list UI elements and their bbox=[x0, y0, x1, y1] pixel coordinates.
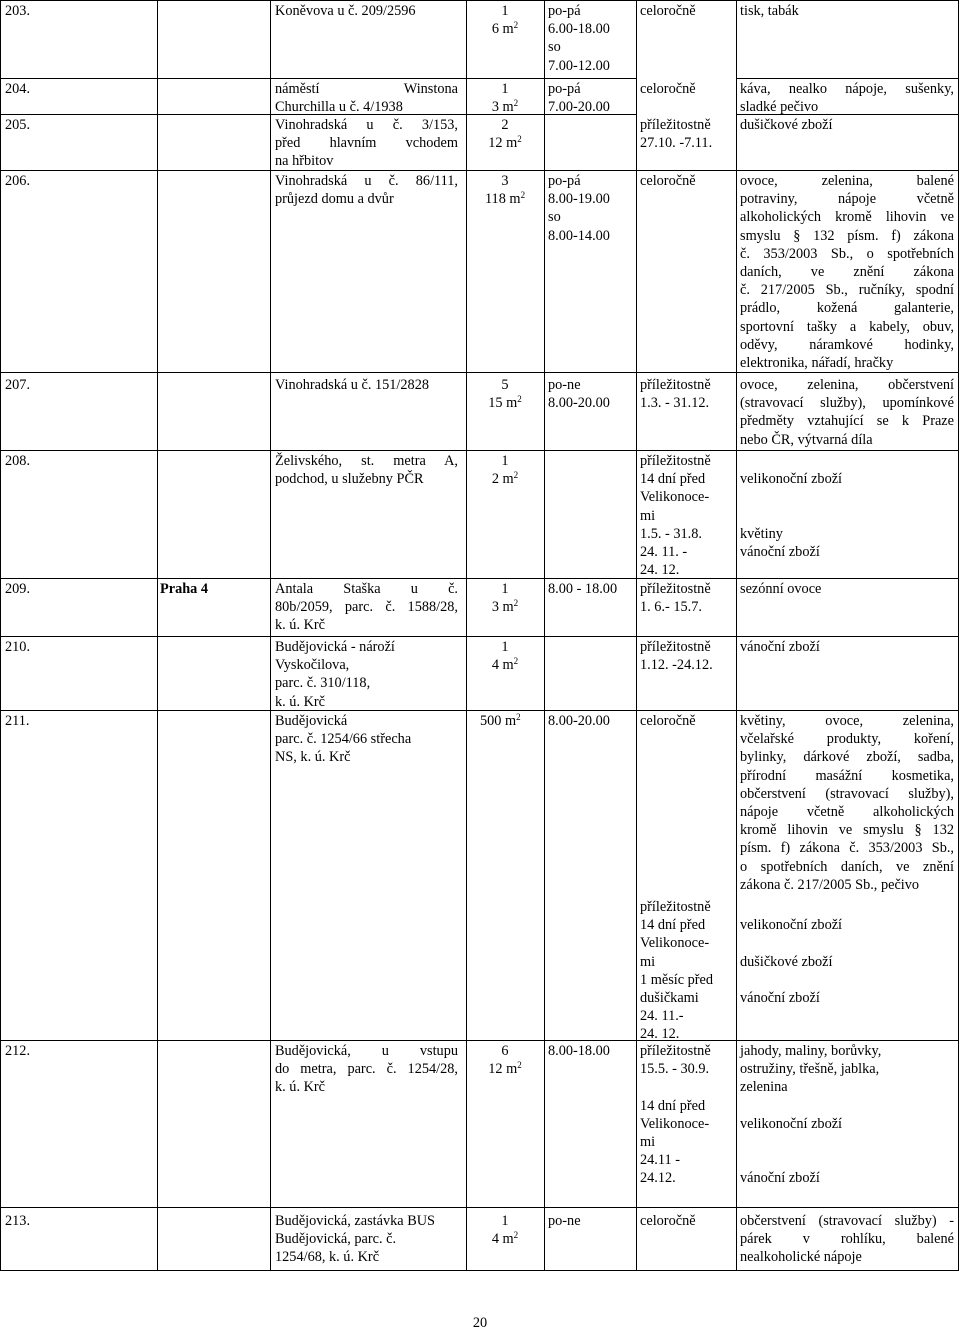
season-line: celoročně bbox=[640, 713, 696, 729]
place-line: NS, k. ú. Krč bbox=[275, 749, 351, 766]
cell-place bbox=[275, 80, 458, 116]
stand-count: 6 bbox=[501, 1043, 509, 1059]
goods-line: potraviny, nápoje včetně bbox=[740, 191, 954, 208]
cell-goods bbox=[740, 638, 954, 656]
goods-line: přírodní masážní kosmetika, bbox=[740, 767, 954, 784]
goods-line: dušičkové zboží bbox=[740, 953, 833, 970]
cell-season bbox=[640, 898, 738, 1044]
hours-line: 8.00-19.00 bbox=[548, 191, 610, 208]
cell-goods bbox=[740, 898, 954, 1007]
goods-line: občerstvení (stravovací služby), bbox=[740, 785, 954, 802]
table-vertical-rule bbox=[0, 0, 1, 1270]
area-exponent: 2 bbox=[513, 656, 519, 667]
goods-line: káva, nealko nápoje, sušenky, bbox=[740, 81, 954, 97]
cell-season bbox=[640, 80, 738, 98]
stand-area bbox=[466, 1060, 544, 1078]
place-line: do metra, parc. č. 1254/28, bbox=[275, 1061, 458, 1078]
season-line: 24. 11. - bbox=[640, 544, 688, 561]
hours-line: 8.00-20.00 bbox=[548, 713, 610, 729]
area-exponent: 2 bbox=[513, 470, 519, 481]
table-vertical-rule bbox=[544, 0, 545, 1270]
goods-line: č. 353/2003 Sb., o spotřebních bbox=[740, 245, 954, 262]
cell-season bbox=[640, 172, 738, 190]
table-vertical-rule bbox=[270, 0, 271, 1270]
season-line: 1.5. - 31.8. bbox=[640, 525, 702, 542]
season-line: 1. 6.- 15.7. bbox=[640, 599, 702, 616]
hours-line: 7.00-12.00 bbox=[548, 57, 610, 74]
cell-season bbox=[640, 1042, 738, 1188]
cell-hours bbox=[548, 1042, 638, 1060]
season-line: 24. 11.- bbox=[640, 1008, 684, 1025]
goods-line: vánoční zboží bbox=[740, 990, 820, 1007]
row-number: 207. bbox=[5, 377, 31, 393]
stand-area bbox=[466, 470, 544, 488]
stand-area bbox=[466, 98, 544, 116]
place-line: průjezd domu a dvůr bbox=[275, 191, 394, 208]
goods-line bbox=[740, 1133, 954, 1151]
area-exponent: 2 bbox=[517, 134, 522, 145]
cell-goods bbox=[740, 1042, 954, 1188]
area-value: 6 m bbox=[491, 21, 514, 38]
season-line: příležitostně bbox=[640, 639, 711, 655]
goods-line: elektronika, nářadí, hračky bbox=[740, 355, 894, 372]
cell-season bbox=[640, 116, 738, 152]
goods-line: ostružiny, třešně, jablka, bbox=[740, 1061, 880, 1078]
season-line: Velikonoce- bbox=[640, 1115, 710, 1132]
place-line: Budějovická - nároží bbox=[275, 639, 395, 655]
place-line: 1254/68, k. ú. Krč bbox=[275, 1249, 380, 1266]
goods-line: zelenina bbox=[740, 1079, 788, 1096]
season-line: celoročně bbox=[640, 1213, 696, 1229]
season-line: 14 dní před bbox=[640, 471, 706, 488]
place-line: parc. č. 310/118, bbox=[275, 675, 371, 692]
goods-line: květiny, ovoce, zelenina, bbox=[740, 713, 954, 729]
hours-line: po-ne bbox=[548, 1213, 581, 1229]
season-line: příležitostně bbox=[640, 1043, 711, 1059]
stand-area bbox=[466, 20, 544, 38]
goods-line: oděvy, náramkové hodinky, bbox=[740, 336, 954, 353]
goods-line: nealkoholické nápoje bbox=[740, 1249, 862, 1266]
cell-hours bbox=[548, 712, 638, 730]
season-line: 1 měsíc před bbox=[640, 971, 714, 988]
row-number: 211. bbox=[5, 713, 30, 729]
row-number: 204. bbox=[5, 81, 31, 97]
table-horizontal-rule bbox=[0, 578, 959, 579]
goods-line: dušičkové zboží bbox=[740, 117, 833, 133]
stand-count: 1 bbox=[501, 581, 509, 597]
hours-line: 8.00-18.00 bbox=[548, 1043, 610, 1059]
stand-count: 1 bbox=[501, 639, 509, 655]
cell-hours bbox=[548, 172, 638, 245]
stand-count: 1 bbox=[501, 3, 509, 19]
area-value: 2 m bbox=[491, 471, 514, 488]
table-horizontal-rule bbox=[0, 1270, 959, 1271]
goods-line: prádlo, kožená galanterie, bbox=[740, 300, 954, 317]
season-line: dušičkami bbox=[640, 990, 699, 1007]
season-line: Velikonoce- bbox=[640, 489, 710, 506]
season-line bbox=[640, 1078, 738, 1096]
goods-line: vánoční zboží bbox=[740, 544, 820, 561]
area-value: 3 m bbox=[491, 599, 514, 616]
cell-place bbox=[275, 2, 458, 20]
season-line: 24. 12. bbox=[640, 1026, 680, 1043]
cell-count-area bbox=[466, 376, 544, 412]
season-line: celoročně bbox=[640, 173, 696, 189]
hours-line: 8.00 - 18.00 bbox=[548, 581, 618, 597]
cell-count-area bbox=[480, 712, 521, 730]
stand-count: 1 bbox=[501, 1213, 509, 1229]
page-number: 20 bbox=[472, 1315, 488, 1331]
goods-line bbox=[740, 898, 954, 916]
row-number: 203. bbox=[5, 3, 31, 19]
season-line: příležitostně bbox=[640, 377, 711, 393]
table-horizontal-rule bbox=[0, 78, 637, 79]
table-horizontal-rule bbox=[0, 636, 959, 637]
stand-area bbox=[466, 190, 544, 208]
place-line: Antala Staška u č. bbox=[275, 581, 458, 597]
season-line: 1.3. - 31.12. bbox=[640, 395, 710, 412]
row-number: 210. bbox=[5, 639, 31, 655]
cell-goods bbox=[740, 1212, 954, 1267]
table-horizontal-rule bbox=[0, 710, 959, 711]
cell-count-area bbox=[466, 580, 544, 616]
place-line: Churchilla u č. 4/1938 bbox=[275, 99, 403, 116]
area-value: 500 m bbox=[480, 713, 517, 729]
area-exponent: 2 bbox=[517, 1060, 522, 1071]
goods-line: sezónní ovoce bbox=[740, 581, 822, 597]
stand-area bbox=[480, 712, 521, 730]
area-value: 12 m bbox=[488, 1061, 518, 1078]
cell-hours bbox=[548, 376, 638, 412]
cell-count-area bbox=[466, 2, 544, 38]
cell-place bbox=[275, 376, 458, 394]
goods-line: květiny bbox=[740, 525, 783, 542]
place-line: parc. č. 1254/66 střecha bbox=[275, 731, 412, 748]
season-line: mi bbox=[640, 1134, 656, 1151]
goods-line: vánoční zboží bbox=[740, 639, 820, 655]
hours-line: po-ne bbox=[548, 377, 581, 393]
season-line: 1.12. -24.12. bbox=[640, 657, 713, 674]
season-line: příležitostně bbox=[640, 581, 711, 597]
place-line: Vyskočilova, bbox=[275, 657, 350, 674]
row-number: 205. bbox=[5, 117, 31, 133]
row-number: 212. bbox=[5, 1043, 31, 1059]
cell-place bbox=[275, 638, 458, 711]
row-number: 213. bbox=[5, 1213, 31, 1229]
season-line: mi bbox=[640, 507, 656, 524]
cell-place bbox=[275, 172, 458, 208]
goods-line: č. 217/2005 Sb., ručníky, spodní bbox=[740, 282, 954, 299]
place-line: Želivského, st. metra A, bbox=[275, 453, 458, 469]
stand-area bbox=[466, 394, 544, 412]
cell-hours bbox=[548, 1212, 638, 1230]
district-label: Praha 4 bbox=[160, 581, 209, 597]
cell-goods bbox=[740, 116, 954, 134]
goods-line: písm. f) zákona č. 353/2003 Sb., bbox=[740, 840, 954, 857]
goods-line: alkoholických kromě lihovin ve bbox=[740, 209, 954, 226]
place-line: před hlavním vchodem bbox=[275, 135, 458, 152]
season-line: celoročně bbox=[640, 81, 696, 97]
area-value: 15 m bbox=[488, 395, 518, 412]
cell-count-area bbox=[466, 1212, 544, 1248]
cell-place bbox=[275, 1042, 458, 1097]
season-line: 24.12. bbox=[640, 1170, 676, 1187]
goods-line: (stravovací služby), upomínkové bbox=[740, 395, 954, 412]
goods-line bbox=[740, 507, 954, 525]
goods-line: kromě lihovin ve smyslu § 132 bbox=[740, 822, 954, 839]
table-horizontal-rule bbox=[0, 1207, 959, 1208]
season-line: příležitostně bbox=[640, 117, 711, 133]
place-line: Budějovická bbox=[275, 713, 348, 729]
goods-line bbox=[740, 488, 954, 506]
table-horizontal-rule bbox=[736, 78, 959, 79]
place-line: k. ú. Krč bbox=[275, 617, 326, 634]
goods-line bbox=[740, 934, 954, 952]
cell-hours bbox=[548, 80, 638, 116]
goods-line: občerstvení (stravovací služby) - bbox=[740, 1213, 954, 1229]
area-exponent: 2 bbox=[520, 190, 526, 201]
place-line: na hřbitov bbox=[275, 153, 334, 170]
cell-goods bbox=[740, 580, 954, 598]
area-value: 12 m bbox=[488, 135, 518, 152]
cell-count-area bbox=[466, 80, 544, 116]
cell-place bbox=[275, 452, 458, 488]
stand-area bbox=[466, 656, 544, 674]
hours-line: 8.00-14.00 bbox=[548, 227, 610, 244]
stand-count: 1 bbox=[501, 81, 509, 97]
cell-season bbox=[640, 376, 738, 412]
stand-area bbox=[466, 134, 544, 152]
area-exponent: 2 bbox=[516, 712, 521, 722]
cell-goods bbox=[740, 172, 954, 372]
area-exponent: 2 bbox=[517, 394, 522, 405]
season-line: příležitostně bbox=[640, 453, 711, 469]
season-line: příležitostně bbox=[640, 899, 711, 915]
goods-line: tisk, tabák bbox=[740, 3, 799, 19]
place-line: k. ú. Krč bbox=[275, 693, 326, 710]
goods-line: smyslu § 132 písm. f) zákona bbox=[740, 227, 954, 244]
cell-place bbox=[275, 116, 458, 171]
goods-line: nápoje včetně alkoholických bbox=[740, 804, 954, 821]
cell-season bbox=[640, 580, 738, 616]
goods-line: sladké pečivo bbox=[740, 99, 819, 116]
place-line: k. ú. Krč bbox=[275, 1079, 326, 1096]
hours-line: po-pá bbox=[548, 3, 581, 19]
row-number: 209. bbox=[5, 581, 31, 597]
table-horizontal-rule bbox=[0, 1040, 959, 1041]
table-vertical-rule bbox=[157, 0, 158, 1270]
place-line: Vinohradská u č. 3/153, bbox=[275, 117, 458, 133]
season-line: Velikonoce- bbox=[640, 935, 710, 952]
table-horizontal-rule bbox=[0, 0, 959, 1]
cell-count-area bbox=[466, 638, 544, 674]
place-line: Koněvova u č. 209/2596 bbox=[275, 3, 416, 19]
goods-line bbox=[740, 452, 954, 470]
season-line: celoročně bbox=[640, 3, 696, 19]
place-line: Vinohradská u č. 151/2828 bbox=[275, 377, 429, 393]
area-value: 4 m bbox=[491, 657, 514, 674]
season-line: 14 dní před bbox=[640, 917, 706, 934]
cell-hours bbox=[548, 2, 638, 75]
goods-line: o spotřebních daních, ve znění bbox=[740, 858, 954, 875]
row-number: 206. bbox=[5, 173, 31, 189]
season-line: 24.11 - bbox=[640, 1152, 680, 1169]
place-line: Budějovická, u vstupu bbox=[275, 1043, 458, 1059]
table-horizontal-rule bbox=[0, 450, 959, 451]
cell-season bbox=[640, 1212, 738, 1230]
area-value: 118 m bbox=[484, 191, 521, 208]
season-line: 24. 12. bbox=[640, 562, 680, 579]
hours-line: 7.00-20.00 bbox=[548, 99, 610, 116]
stand-count: 2 bbox=[501, 117, 509, 133]
cell-place bbox=[275, 580, 458, 635]
cell-goods bbox=[740, 2, 954, 20]
goods-line: předměty vztahující se k Praze bbox=[740, 413, 954, 430]
area-exponent: 2 bbox=[513, 20, 519, 31]
cell-count-area bbox=[466, 452, 544, 488]
stand-count: 1 bbox=[501, 453, 509, 469]
goods-line bbox=[740, 971, 954, 989]
place-line: Vinohradská u č. 86/111, bbox=[275, 173, 458, 189]
stand-area bbox=[466, 598, 544, 616]
cell-goods bbox=[740, 80, 954, 116]
hours-line: po-pá bbox=[548, 173, 581, 189]
area-exponent: 2 bbox=[513, 98, 519, 109]
cell-goods bbox=[740, 712, 954, 894]
goods-line: velikonoční zboží bbox=[740, 471, 843, 488]
season-line: 27.10. -7.11. bbox=[640, 135, 713, 152]
hours-line: 8.00-20.00 bbox=[548, 395, 610, 412]
cell-place bbox=[275, 1212, 458, 1267]
goods-line: velikonoční zboží bbox=[740, 1115, 843, 1132]
hours-line: so bbox=[548, 39, 561, 56]
area-value: 4 m bbox=[491, 1231, 514, 1248]
goods-line: daních, ve znění zákona bbox=[740, 264, 954, 281]
cell-count-area bbox=[466, 116, 544, 152]
goods-line: včelařské produkty, koření, bbox=[740, 731, 954, 748]
cell-goods bbox=[740, 376, 954, 449]
season-line: 15.5. - 30.9. bbox=[640, 1061, 710, 1078]
place-line: podchod, u služebny PČR bbox=[275, 471, 424, 488]
stand-count: 3 bbox=[501, 173, 509, 189]
row-number: 208. bbox=[5, 453, 31, 469]
goods-line: sportovní tašky a kabely, obuv, bbox=[740, 318, 954, 335]
goods-line: ovoce, zelenina, balené bbox=[740, 173, 954, 189]
cell-count-area bbox=[466, 1042, 544, 1078]
goods-line: zákona č. 217/2005 Sb., pečivo bbox=[740, 876, 920, 893]
place-line: Budějovická, parc. č. bbox=[275, 1231, 397, 1248]
goods-line bbox=[740, 1097, 954, 1115]
cell-hours bbox=[548, 580, 638, 598]
table-vertical-rule bbox=[958, 0, 959, 1270]
cell-season bbox=[640, 2, 738, 20]
season-line: 14 dní před bbox=[640, 1097, 706, 1114]
cell-count-area bbox=[466, 172, 544, 208]
cell-place bbox=[275, 712, 458, 767]
goods-line: párek v rohlíku, balené bbox=[740, 1231, 954, 1248]
goods-line: vánoční zboží bbox=[740, 1170, 820, 1187]
area-exponent: 2 bbox=[513, 1230, 519, 1241]
cell-season bbox=[640, 638, 738, 674]
stand-count: 5 bbox=[501, 377, 509, 393]
cell-goods bbox=[740, 452, 954, 561]
goods-line: nebo ČR, výtvarná díla bbox=[740, 431, 873, 448]
goods-line: bylinky, dárkové zboží, sadba, bbox=[740, 749, 954, 766]
goods-line bbox=[740, 1151, 954, 1169]
cell-season bbox=[640, 452, 738, 579]
stand-area bbox=[466, 1230, 544, 1248]
area-value: 3 m bbox=[491, 99, 514, 116]
area-exponent: 2 bbox=[513, 598, 519, 609]
place-line: náměstí Winstona bbox=[275, 81, 458, 97]
hours-line: so bbox=[548, 209, 561, 226]
cell-season bbox=[640, 712, 738, 730]
table-horizontal-rule bbox=[0, 170, 959, 171]
hours-line: 6.00-18.00 bbox=[548, 21, 610, 38]
goods-line: jahody, maliny, borůvky, bbox=[740, 1043, 882, 1059]
hours-line: po-pá bbox=[548, 81, 581, 97]
goods-line: ovoce, zelenina, občerstvení bbox=[740, 377, 954, 393]
season-line: mi bbox=[640, 953, 656, 970]
goods-line: velikonoční zboží bbox=[740, 917, 843, 934]
place-line: 80b/2059, parc. č. 1588/28, bbox=[275, 599, 458, 616]
place-line: Budějovická, zastávka BUS bbox=[275, 1213, 436, 1229]
